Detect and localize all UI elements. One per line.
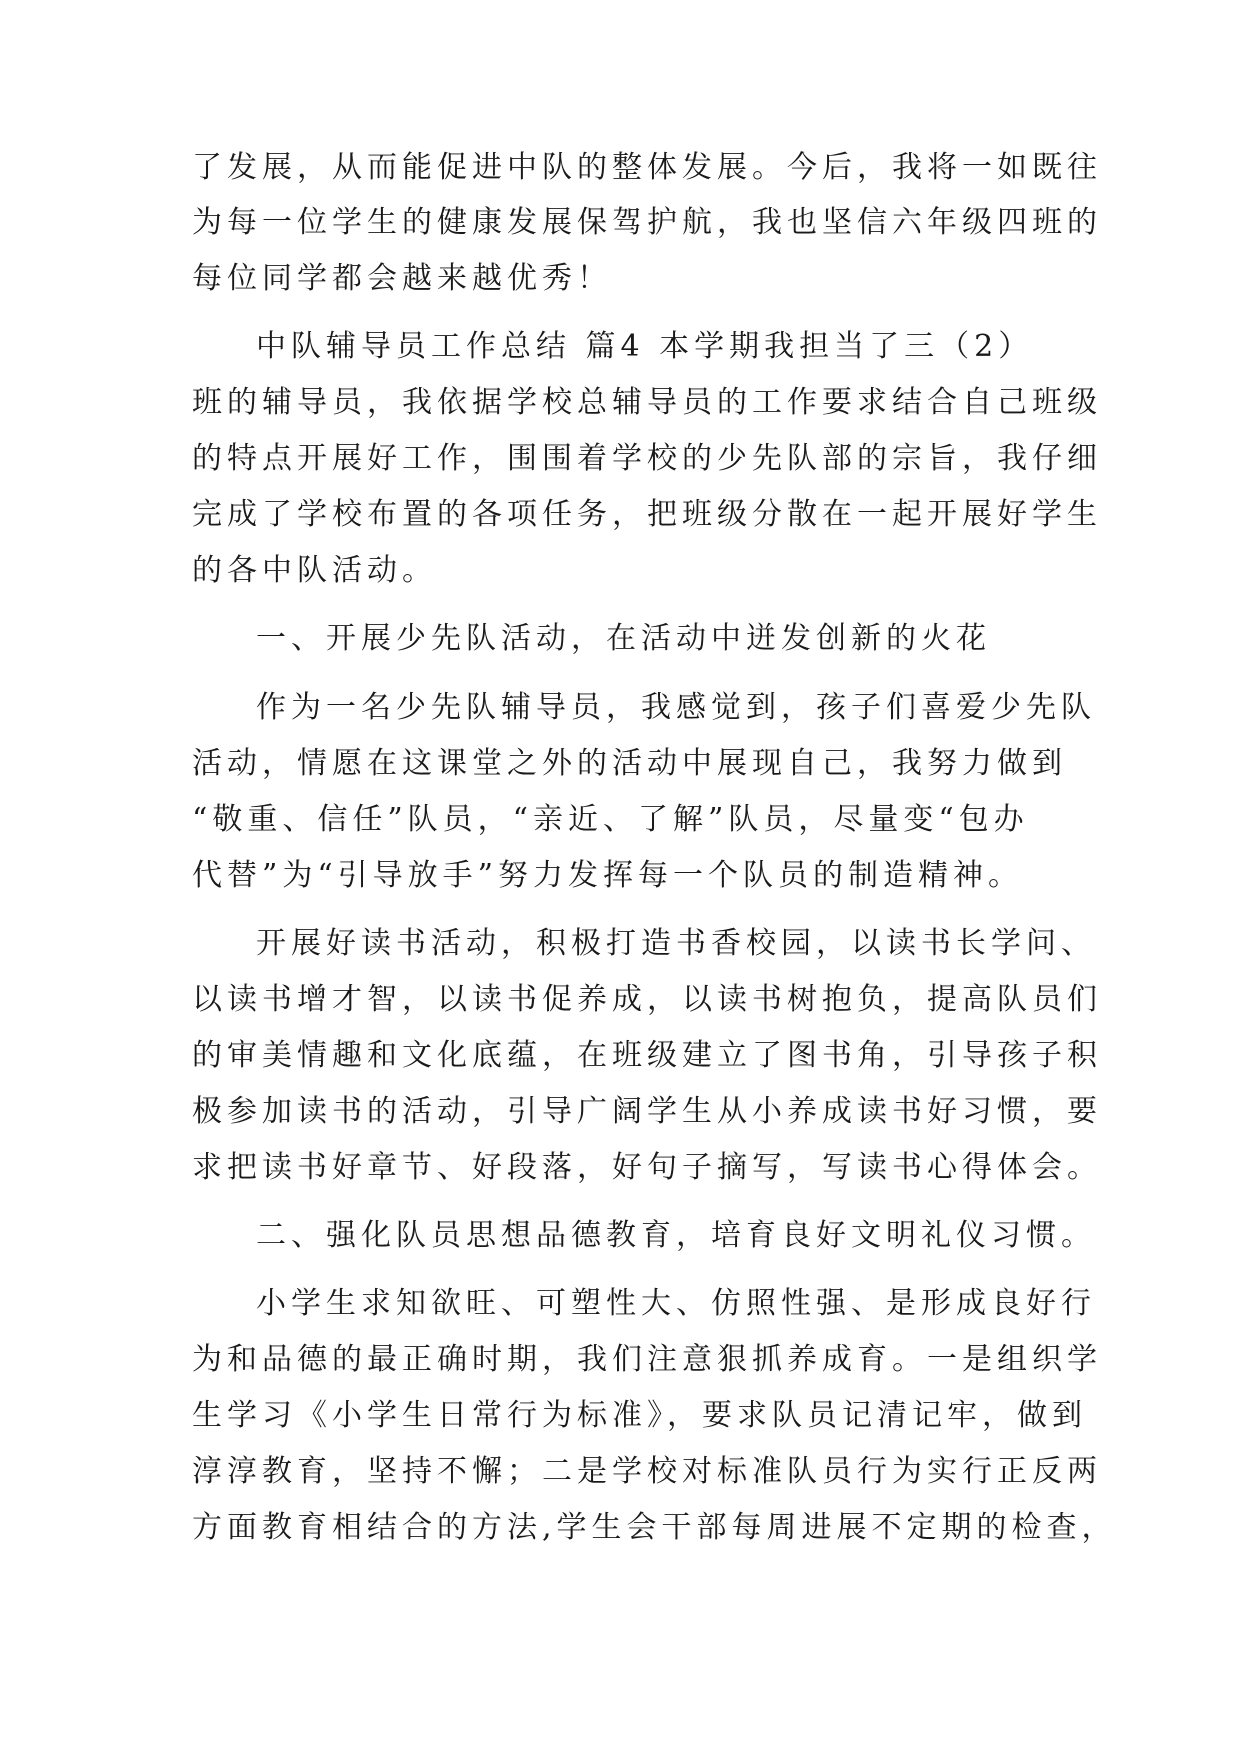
text-line: 的审美情趣和文化底蕴，在班级建立了图书角，引导孩子积 (192, 1038, 1102, 1073)
text-line: 以读书增才智，以读书促养成，以读书树抱负，提高队员们 (192, 982, 1102, 1017)
text-line: 极参加读书的活动，引导广阔学生从小养成读书好习惯，要 (192, 1094, 1102, 1129)
text-line: 每位同学都会越来越优秀！ (192, 261, 612, 296)
text-line: 方面教育相结合的方法,学生会干部每周进展不定期的检查， (192, 1510, 1117, 1545)
text-line: 淳淳教育，坚持不懈；二是学校对标准队员行为实行正反两 (192, 1454, 1102, 1489)
text-line: 班的辅导员，我依据学校总辅导员的工作要求结合自己班级 (192, 385, 1102, 420)
text-line: 生学习《小学生日常行为标准》，要求队员记清记牢，做到 (192, 1398, 1087, 1433)
text-line: 作为一名少先队辅导员，我感觉到，孩子们喜爱少先队 (256, 690, 1096, 725)
text-line: 为和品德的最正确时期，我们注意狠抓养成育。一是组织学 (192, 1342, 1102, 1377)
text-line: 活动，情愿在这课堂之外的活动中展现自己，我努力做到 (192, 746, 1067, 781)
subheading-line: 一、开展少先队活动，在活动中迸发创新的火花 (256, 621, 991, 656)
text-line: 的各中队活动。 (192, 553, 437, 588)
text-line: 为每一位学生的健康发展保驾护航，我也坚信六年级四班的 (192, 205, 1102, 240)
text-line: “敬重、信任”队员，“亲近、了解”队员，尽量变“包办 (192, 802, 1029, 837)
text-line: 了发展，从而能促进中队的整体发展。今后，我将一如既往 (192, 150, 1102, 185)
text-line: 的特点开展好工作，围围着学校的少先队部的宗旨，我仔细 (192, 441, 1102, 476)
text-line: 完成了学校布置的各项任务，把班级分散在一起开展好学生 (192, 497, 1102, 532)
text-line: 求把读书好章节、好段落，好句子摘写，写读书心得体会。 (192, 1150, 1102, 1185)
text-line: 小学生求知欲旺、可塑性大、仿照性强、是形成良好行 (256, 1286, 1096, 1321)
section-heading-line: 中队辅导员工作总结 篇4 本学期我担当了三（2） (256, 329, 1034, 364)
subheading-line: 二、强化队员思想品德教育，培育良好文明礼仪习惯。 (256, 1218, 1096, 1253)
text-line: 代替”为“引导放手”努力发挥每一个队员的制造精神。 (192, 858, 1024, 893)
text-line: 开展好读书活动，积极打造书香校园，以读书长学问、 (256, 926, 1096, 961)
